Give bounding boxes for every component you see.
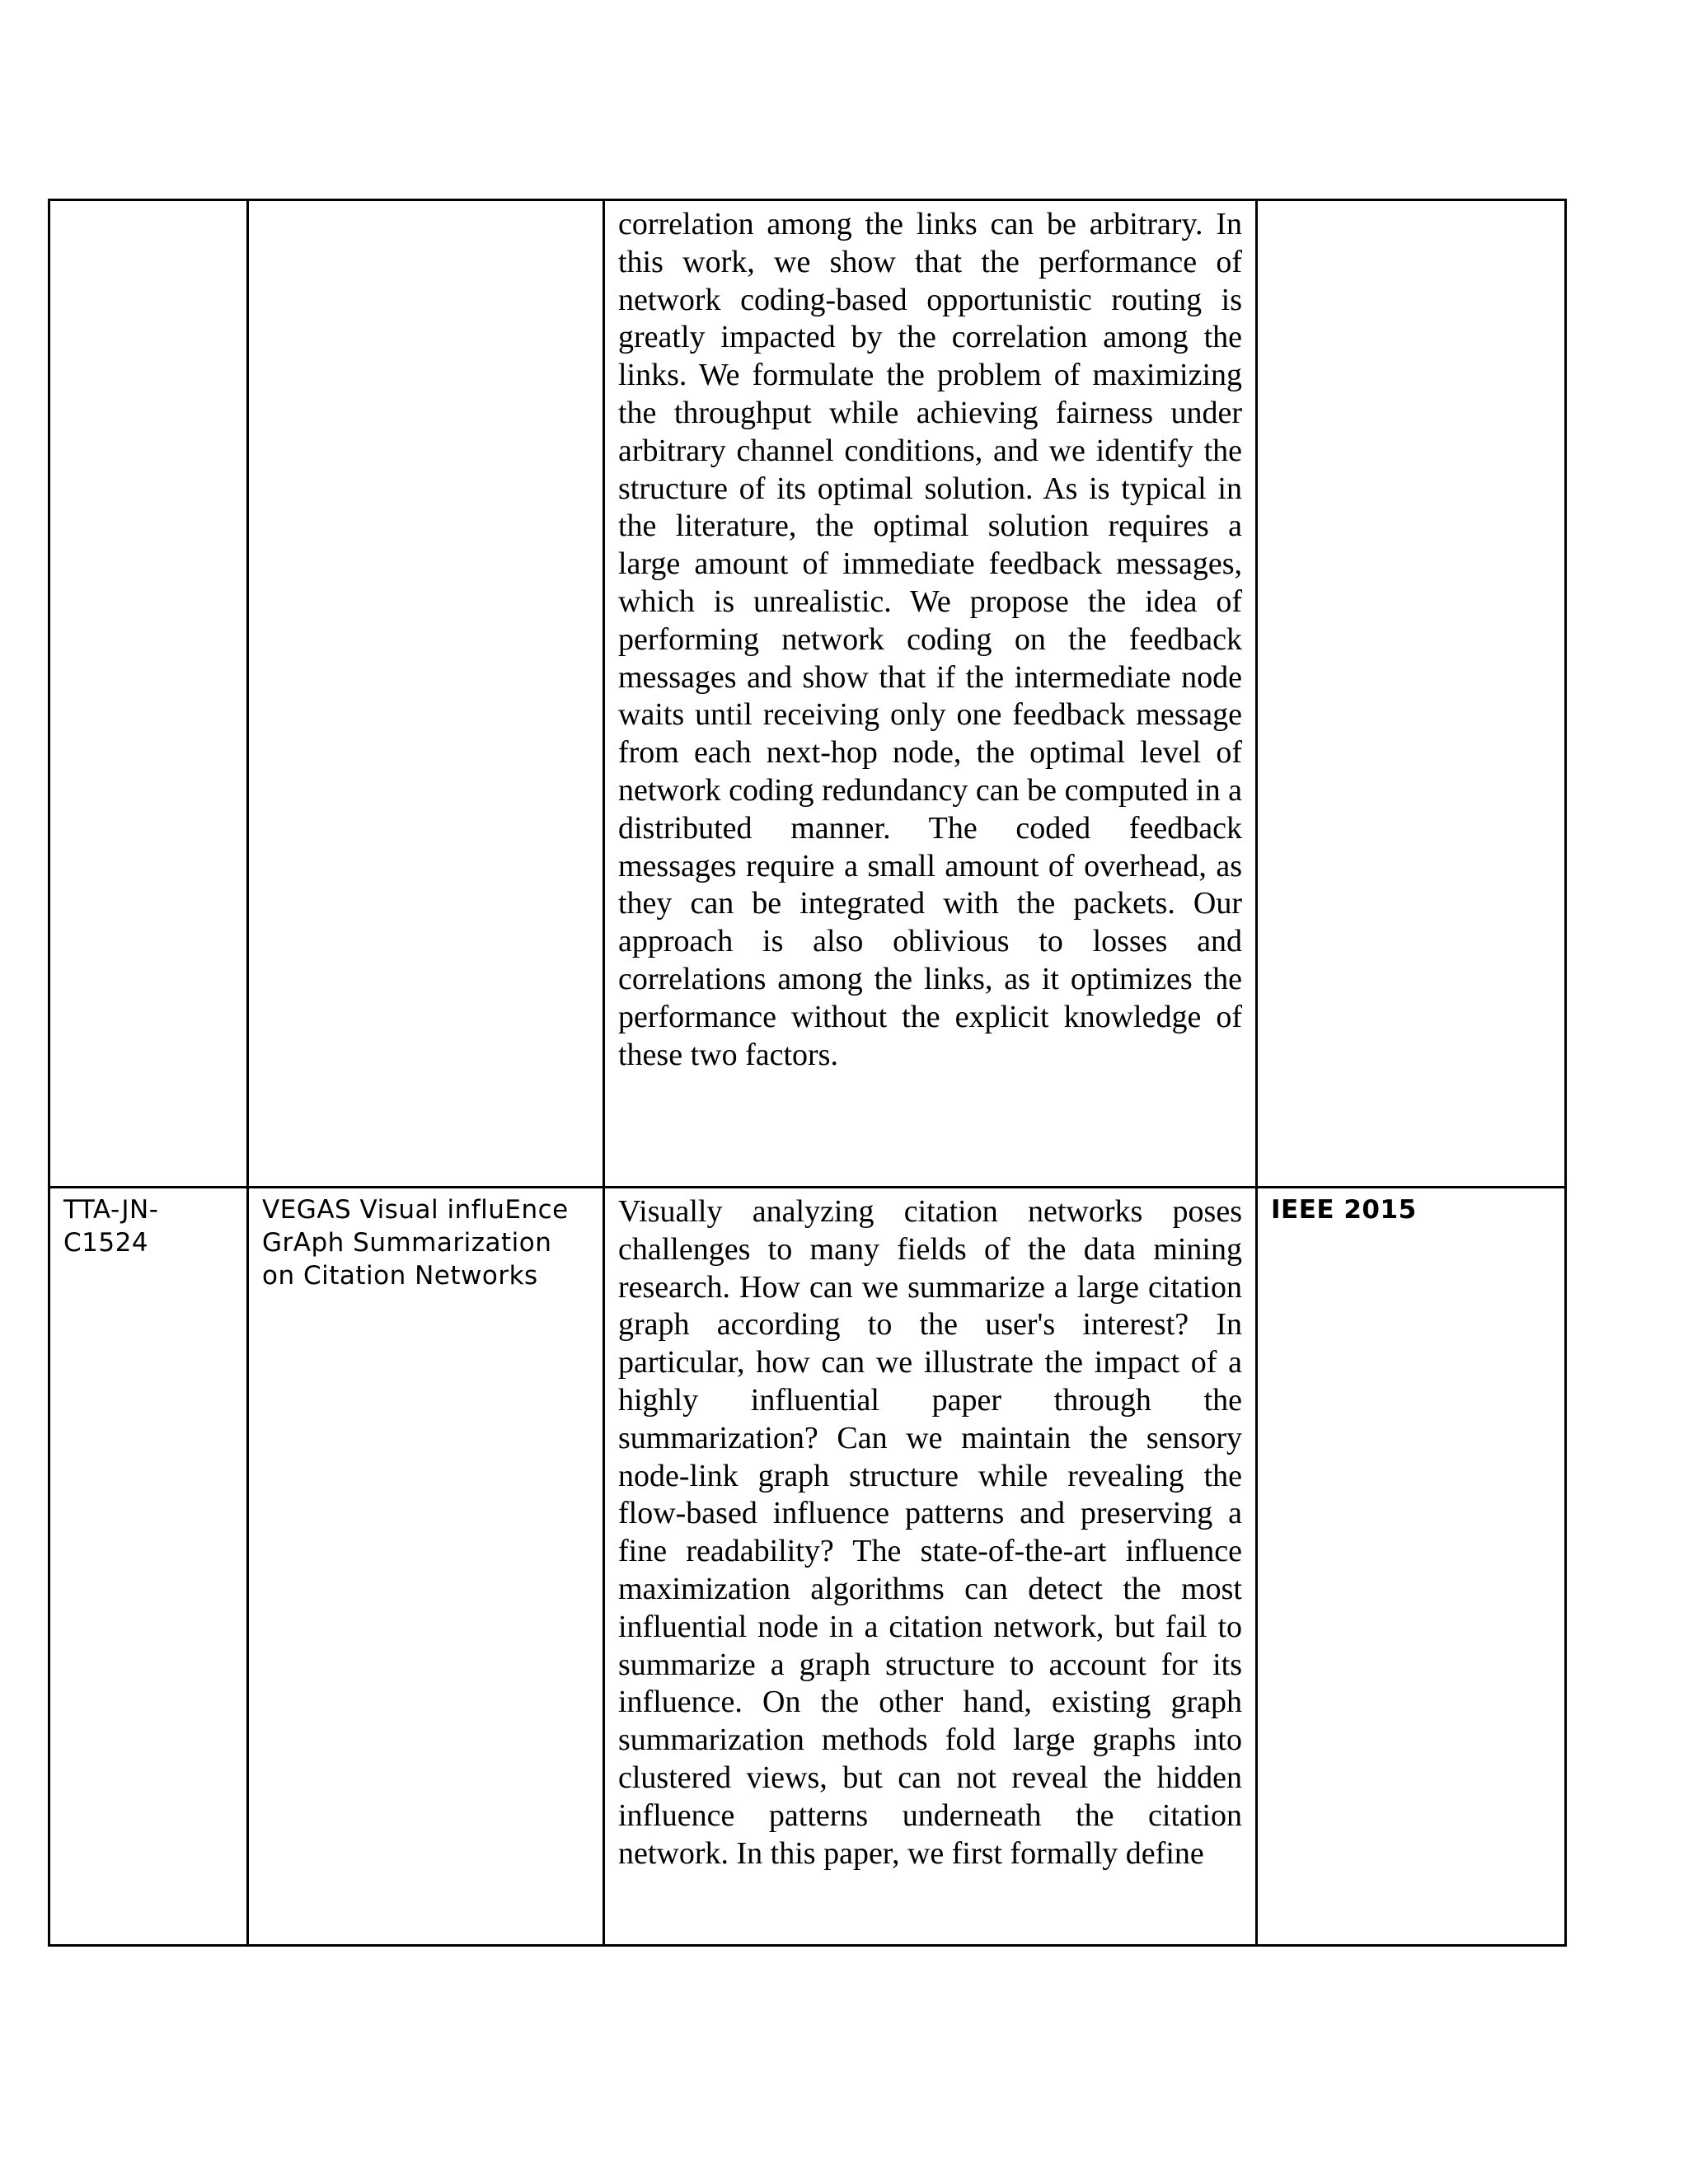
project-abstract-cell: correlation among the links can be arbitrary. In this work, we show that the performance of network coding-based opportunistic routing is greatly impacted by the correlation among the links. We formulate the problem of maximizing the throughput while achieving fairness under arbitrary channel conditions, and we identify the structure of its optimal solution. As is typical in the literature, the optimal solution requires a large amount of immediate feedback messages, which is unrealistic. We propose the idea of performing network coding on the feedback messages and show that if the intermediate node waits until receiving only one feedback message from each next-hop node, the optimal level of network coding redundancy can be computed in a distributed manner. The coded feedback messages require a small amount of overhead, as they can be integrated with the packets. Our approach is also oblivious to losses and correlations among the links, as it optimizes the performance without the explicit knowledge of these two factors. (604, 200, 1257, 1188)
project-abstract-cell: Visually analyzing citation networks poses challenges to many fields of the data mining research. How can we summarize a large citation graph according to the user's interest? In particular, how can we illustrate the impact of a highly influential paper through the summarization? Can we maintain the sensory node-link graph structure while revealing the flow-based influence patterns and preserving a fine readability? The state-of-the-art influence maximization algorithms can detect the most influential node in a citation network, but fail to summarize a graph structure to account for its influence. On the other hand, existing graph summarization methods fold large graphs into clustered views, but can not reveal the hidden influence patterns underneath the citation network. In this paper, we first formally define (604, 1188, 1257, 1946)
project-year-cell: IEEE 2015 (1257, 1188, 1566, 1946)
table-row (49, 1188, 1566, 1946)
projects-table (48, 199, 1567, 1947)
project-title-cell: VEGAS Visual influEnce GrAph Summarization on Citation Networks (248, 1188, 604, 1946)
project-year-cell (1257, 200, 1566, 1188)
project-code-cell: TTA-JN-C1524 (49, 1188, 248, 1946)
project-title-cell (248, 200, 604, 1188)
table-row (49, 200, 1566, 1188)
project-code-cell (49, 200, 248, 1188)
